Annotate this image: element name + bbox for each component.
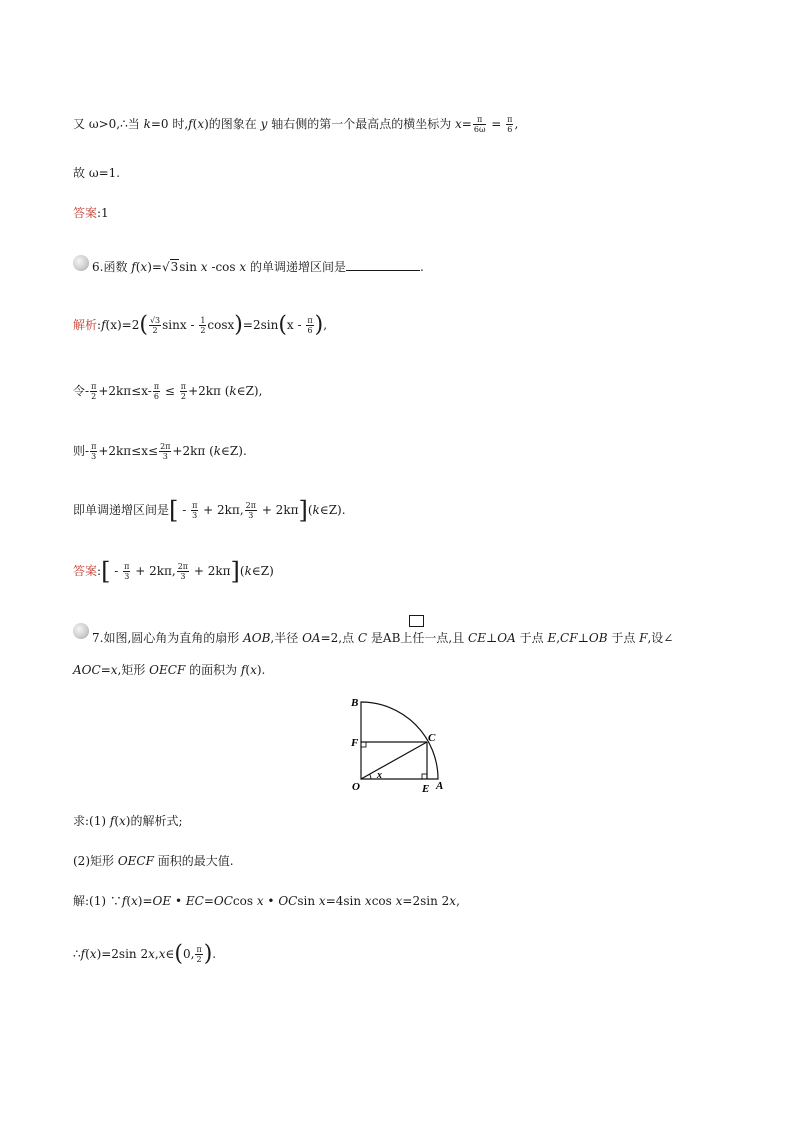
- text: 轴右侧的第一个最高点的横坐标为: [267, 117, 456, 131]
- text: =0 时,: [150, 117, 189, 131]
- fraction: [506, 115, 513, 134]
- text: +2kπ (: [172, 444, 214, 458]
- text: 上任一点,且: [400, 631, 469, 645]
- arc-label: AB: [382, 631, 401, 645]
- text: x -: [286, 318, 306, 332]
- text: +2kπ≤x≤: [98, 444, 159, 458]
- text: + 2kπ: [258, 503, 299, 517]
- text: f: [109, 814, 115, 828]
- text: (: [126, 894, 131, 908]
- fraction: [149, 316, 161, 335]
- text: f: [188, 117, 193, 131]
- text: (: [192, 117, 198, 131]
- frac-den: 3: [91, 452, 97, 461]
- fraction: [195, 945, 202, 964]
- paren-right: ): [203, 941, 213, 967]
- text: 又 ω>0,∴当: [73, 117, 144, 131]
- text: )=2sin 2: [96, 947, 149, 961]
- answer-value: :1: [97, 206, 109, 220]
- text: =2sin: [242, 318, 279, 332]
- text: ,矩形: [117, 663, 150, 677]
- text: 3: [155, 316, 161, 325]
- frac-den: 3: [180, 572, 186, 581]
- text: ∴: [73, 947, 81, 961]
- text: OA: [302, 631, 321, 645]
- frac-den: 3: [248, 511, 254, 520]
- text: OE: [152, 894, 172, 908]
- text: x: [89, 947, 97, 961]
- text: 于点: [607, 631, 640, 645]
- bracket-right: ]: [230, 557, 240, 586]
- text: =: [487, 117, 506, 131]
- text: x: [256, 894, 264, 908]
- text: OC: [278, 894, 298, 908]
- text: x: [140, 260, 148, 274]
- text: x: [364, 894, 372, 908]
- fraction: [123, 562, 130, 581]
- text: :: [97, 564, 102, 578]
- frac-den: 3: [192, 511, 198, 520]
- label-x: x: [377, 770, 382, 781]
- text: x: [158, 947, 166, 961]
- frac-num: √3: [149, 316, 161, 325]
- text: ∈Z).: [319, 503, 346, 517]
- text: (: [307, 503, 313, 517]
- fraction: [90, 382, 97, 401]
- text: (: [114, 814, 119, 828]
- fraction: [159, 442, 171, 461]
- text: sin: [179, 260, 201, 274]
- frac-den: 6ω: [473, 125, 486, 134]
- fraction: [153, 382, 160, 401]
- text: 则-: [73, 444, 90, 458]
- text: x: [197, 117, 205, 131]
- text: )的解析式;: [125, 814, 183, 828]
- frac-num: π: [473, 115, 487, 125]
- problem6-answer: [73, 557, 274, 586]
- text: k: [229, 384, 237, 398]
- sqrt-arg: 3: [170, 260, 179, 274]
- text: F: [639, 631, 648, 645]
- text: 0,: [182, 947, 195, 961]
- text: )=: [137, 894, 153, 908]
- text: ∈Z).: [221, 444, 247, 458]
- paren-right: ): [314, 312, 324, 338]
- problem-number: 6.: [92, 260, 104, 274]
- paren-left: (: [278, 312, 287, 338]
- text: .: [212, 947, 217, 961]
- text: 的单调递增区间是: [246, 260, 346, 274]
- text: f: [131, 260, 136, 274]
- text: ,: [154, 947, 159, 961]
- text: cosx: [207, 318, 235, 332]
- text: 求:(1): [73, 814, 110, 828]
- text: OB: [588, 631, 608, 645]
- p5-answer: [73, 205, 109, 221]
- frac-num: π: [153, 382, 160, 391]
- label-f: F: [351, 737, 359, 749]
- fraction: [306, 316, 313, 335]
- text: sin: [297, 894, 319, 908]
- text: 面积的最大值.: [153, 854, 234, 868]
- label-b: B: [351, 697, 359, 709]
- text: x: [110, 663, 118, 677]
- problem6-analysis-line4: [73, 496, 346, 525]
- problem-bullet-icon: [73, 623, 89, 639]
- text: EC: [185, 894, 204, 908]
- paren-left: (: [174, 941, 183, 967]
- frac-num: π: [124, 562, 130, 571]
- frac-num: π: [192, 501, 198, 510]
- sqrt-symbol: √: [161, 260, 170, 274]
- answer-label: 答案: [73, 206, 98, 220]
- text: 如图,圆心角为直角的扇形: [103, 631, 244, 645]
- text: ,: [556, 631, 561, 645]
- fraction: [180, 382, 187, 401]
- text: ,半径: [270, 631, 303, 645]
- text: CF: [560, 631, 578, 645]
- sector-figure: [346, 692, 450, 796]
- right-angle-f: [361, 742, 366, 747]
- analysis-label: 解析: [73, 318, 98, 332]
- fraction: [473, 115, 487, 134]
- fraction: [90, 442, 97, 461]
- problem-bullet-icon: [73, 255, 89, 271]
- frac-num: π: [180, 382, 187, 391]
- text: + 2kπ,: [131, 564, 176, 578]
- text: x: [395, 894, 403, 908]
- problem-number: 7.: [92, 631, 104, 645]
- frac-num: π: [91, 442, 97, 451]
- text: y: [260, 117, 268, 131]
- text: (: [245, 663, 251, 677]
- right-angle-e: [422, 774, 427, 779]
- fraction: [199, 316, 206, 335]
- text: (: [239, 564, 245, 578]
- text: x: [250, 663, 257, 677]
- text: =4sin: [325, 894, 365, 908]
- text: OECF: [149, 663, 186, 677]
- frac-num: 2π: [245, 501, 256, 510]
- text: x: [148, 947, 155, 961]
- text: + 2kπ: [190, 564, 231, 578]
- problem7-stem-line1: [92, 630, 673, 646]
- frac-den: 3: [162, 452, 168, 461]
- text: (2)矩形: [73, 854, 118, 868]
- text: ∈Z),: [236, 384, 263, 398]
- bracket-left: [: [101, 557, 111, 586]
- text: =2,点: [320, 631, 358, 645]
- text: (x)=2: [105, 318, 140, 332]
- frac-num: π: [91, 382, 97, 391]
- problem7-question1: [73, 813, 183, 829]
- angle-arc: [370, 774, 372, 779]
- text: +2kπ≤x-: [98, 384, 152, 398]
- text: x: [200, 260, 208, 274]
- text: + 2kπ,: [199, 503, 244, 517]
- text: k: [244, 564, 252, 578]
- problem6-analysis-line2: [73, 382, 262, 401]
- text: 的面积为: [185, 663, 241, 677]
- text: sinx -: [162, 318, 199, 332]
- text: ∈Z): [251, 564, 274, 578]
- text: •: [171, 894, 186, 908]
- answer-label: 答案: [73, 564, 98, 578]
- text: )=: [147, 260, 162, 274]
- bracket-right: ]: [298, 496, 308, 525]
- frac-num: π: [307, 316, 313, 325]
- text: (: [85, 947, 90, 961]
- p5-solution-line2: 故 ω=1.: [73, 166, 121, 180]
- text: x: [131, 894, 138, 908]
- text: cos: [371, 894, 396, 908]
- text: C: [357, 631, 368, 645]
- text: :: [97, 318, 102, 332]
- fraction: [177, 562, 189, 581]
- bracket-left: [: [169, 496, 179, 525]
- fraction: [245, 501, 257, 520]
- text: )的图象在: [204, 117, 261, 131]
- label-c: C: [428, 732, 436, 744]
- paren-right: ): [234, 312, 243, 338]
- text: f: [80, 947, 86, 961]
- text: =2sin 2: [402, 894, 450, 908]
- label-a: A: [436, 780, 444, 792]
- paren-left: (: [139, 312, 148, 338]
- problem6-analysis-line1: [73, 312, 328, 338]
- text: ∈: [165, 947, 175, 961]
- problem7-solution-line2: [73, 941, 217, 967]
- problem7-solution-line1: [73, 893, 460, 909]
- text: OA: [497, 631, 516, 645]
- text: ).: [256, 663, 266, 677]
- frac-num: 1: [200, 316, 206, 325]
- frac-den: 2: [91, 392, 97, 401]
- text: 即单调递增区间是: [73, 503, 170, 517]
- text: f: [101, 318, 106, 332]
- text: ,: [514, 117, 519, 131]
- text: AOC: [73, 663, 101, 677]
- text: ⊥: [486, 631, 498, 645]
- text: cos: [232, 894, 257, 908]
- label-e: E: [422, 783, 430, 795]
- text: 令-: [73, 384, 90, 398]
- text: 于点: [515, 631, 548, 645]
- problem6-stem: [92, 259, 424, 275]
- text: x: [318, 894, 326, 908]
- frac-den: 6: [307, 326, 313, 335]
- frac-num: π: [507, 115, 513, 124]
- text: AOB: [243, 631, 271, 645]
- text: ,: [456, 894, 460, 908]
- text: =: [461, 117, 472, 131]
- text: -cos: [207, 260, 240, 274]
- problem7-stem-line2: [73, 662, 265, 678]
- text: .: [419, 260, 424, 274]
- text: k: [312, 503, 320, 517]
- problem6-analysis-line3: [73, 442, 247, 461]
- text: =: [203, 894, 214, 908]
- text: 是: [367, 631, 383, 645]
- text: x: [239, 260, 247, 274]
- frac-den: 2: [200, 326, 206, 335]
- text: (: [135, 260, 141, 274]
- p5-solution-line1: [73, 115, 518, 134]
- label-o: O: [352, 781, 360, 793]
- text: ⊥: [577, 631, 589, 645]
- text: -: [178, 503, 191, 517]
- text: x: [455, 117, 462, 131]
- segment-oc: [361, 742, 427, 779]
- frac-den: 3: [124, 572, 130, 581]
- text: f: [240, 663, 246, 677]
- text: 函数: [103, 260, 132, 274]
- frac-den: 6: [153, 392, 160, 401]
- answer-blank: [346, 259, 420, 271]
- frac-den: 2: [196, 955, 202, 964]
- text: x: [449, 894, 457, 908]
- fraction: [191, 501, 198, 520]
- text: CE: [468, 631, 486, 645]
- text: =: [100, 663, 111, 677]
- text: ,: [323, 318, 328, 332]
- text: OECF: [117, 854, 154, 868]
- text: •: [263, 894, 279, 908]
- text: OC: [213, 894, 233, 908]
- text: +2kπ (: [188, 384, 230, 398]
- text: ≤: [161, 384, 179, 398]
- text: x: [119, 814, 126, 828]
- arc-symbol-box: [409, 615, 424, 627]
- frac-den: 6: [507, 125, 513, 134]
- frac-num: 2π: [177, 562, 189, 571]
- text: k: [213, 444, 222, 458]
- frac-num: 2π: [160, 442, 171, 451]
- frac-den: 2: [152, 326, 158, 335]
- frac-num: π: [196, 945, 202, 954]
- frac-den: 2: [180, 392, 186, 401]
- text: f: [121, 894, 127, 908]
- text: E: [547, 631, 557, 645]
- text: 解:(1) ∵: [73, 894, 122, 908]
- text: k: [143, 117, 151, 131]
- text: ,设∠: [647, 631, 674, 645]
- text: -: [110, 564, 123, 578]
- problem7-question2: [73, 853, 234, 869]
